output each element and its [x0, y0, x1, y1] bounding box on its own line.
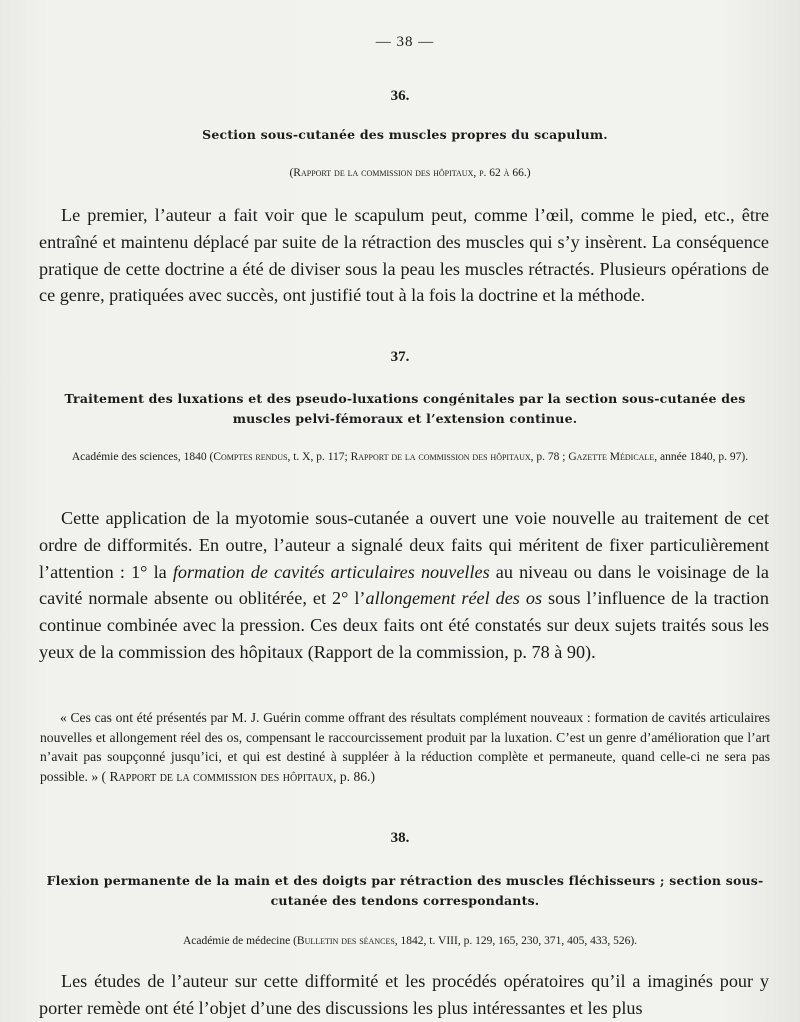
section-38-reference: Académie de médecine (Bulletin des séances, 1842, t. VIII, p. 129, 165, 230, 371, 405, 433, 526). — [182, 935, 638, 947]
section-36-number: 36. — [390, 88, 410, 104]
section-36-title: Section sous-cutanée des muscles propres du scapulum. — [202, 127, 608, 142]
section-36-reference: (Rapport de la commission des hôpitaux, p. 62 à 66.) — [289, 167, 531, 179]
page-number: — 38 — — [375, 34, 435, 50]
section-38-title: Flexion permanente de la main et des doigts par rétraction des muscles fléchisseurs ; section sous-cutanée des tendons correspondants. — [46, 873, 764, 908]
section-36-paragraph: Le premier, l’auteur a fait voir que le scapulum peut, comme l’œil, comme le pied, etc., être entraîné et maintenu déplacé par suite de la rétraction des muscles qui s’y insèrent. La conséquence pratique de cette doctrine a été de diviser sous la peau les muscles rétractés. Plusieurs opérations de ce genre, pratiquées avec succès, ont justifié tout à la fois la doctrine et la méthode. — [39, 205, 769, 306]
section-38-paragraph: Les études de l’auteur sur cette difformité et les procédés opératoires qu’il a imaginés pour y porter remède ont été l’objet d’une des discussions les plus intéressantes et les plus — [39, 971, 769, 1018]
section-37-paragraph: Cette application de la myotomie sous-cutanée a ouvert une voie nouvelle au traitement de cet ordre de difformités. En outre, l’auteur a signalé deux faits qui méritent de fixer particulièrement l’attention : 1° la formation de cavités articulaires nouvelles au niveau ou dans le voisinage de la cavité normale absente ou oblitérée, et 2° l’allongement réel des os sous l’influence de la traction continue combinée avec la pression. Ces deux faits ont été constatés sur deux sujets traités sous les yeux de la commission des hôpitaux (Rapport de la commission, p. 78 à 90). — [39, 508, 770, 662]
section-37-title: Traitement des luxations et des pseudo-luxations congénitales par la section sous-cutanée des muscles pelvi-fémoraux et l’extension continue. — [64, 391, 746, 426]
section-37-reference: Académie des sciences, 1840 (Comptes rendus, t. X, p. 117; Rapport de la commission des hôpitaux, p. 78 ; Gazette Médicale, année 1840, p. 97). — [71, 451, 749, 463]
section-37-quote: « Ces cas ont été présentés par M. J. Guérin comme offrant des résultats complément nouveaux : formation de cavités articulaires nouvelles et allongement réel des os, compensant le raccourcissement produit par la luxation. C’est un genre d’amélioration que l’art n’avait pas soupçonné jusqu’ici, et qui est destiné à suppléer à la réduction complète et permaneute, quand celle-ci ne sera pas possible. » ( Rapport de la commission des hôpitaux, p. 86.) — [40, 710, 770, 784]
section-37-number: 37. — [390, 349, 410, 365]
section-38-number: 38. — [390, 830, 410, 846]
